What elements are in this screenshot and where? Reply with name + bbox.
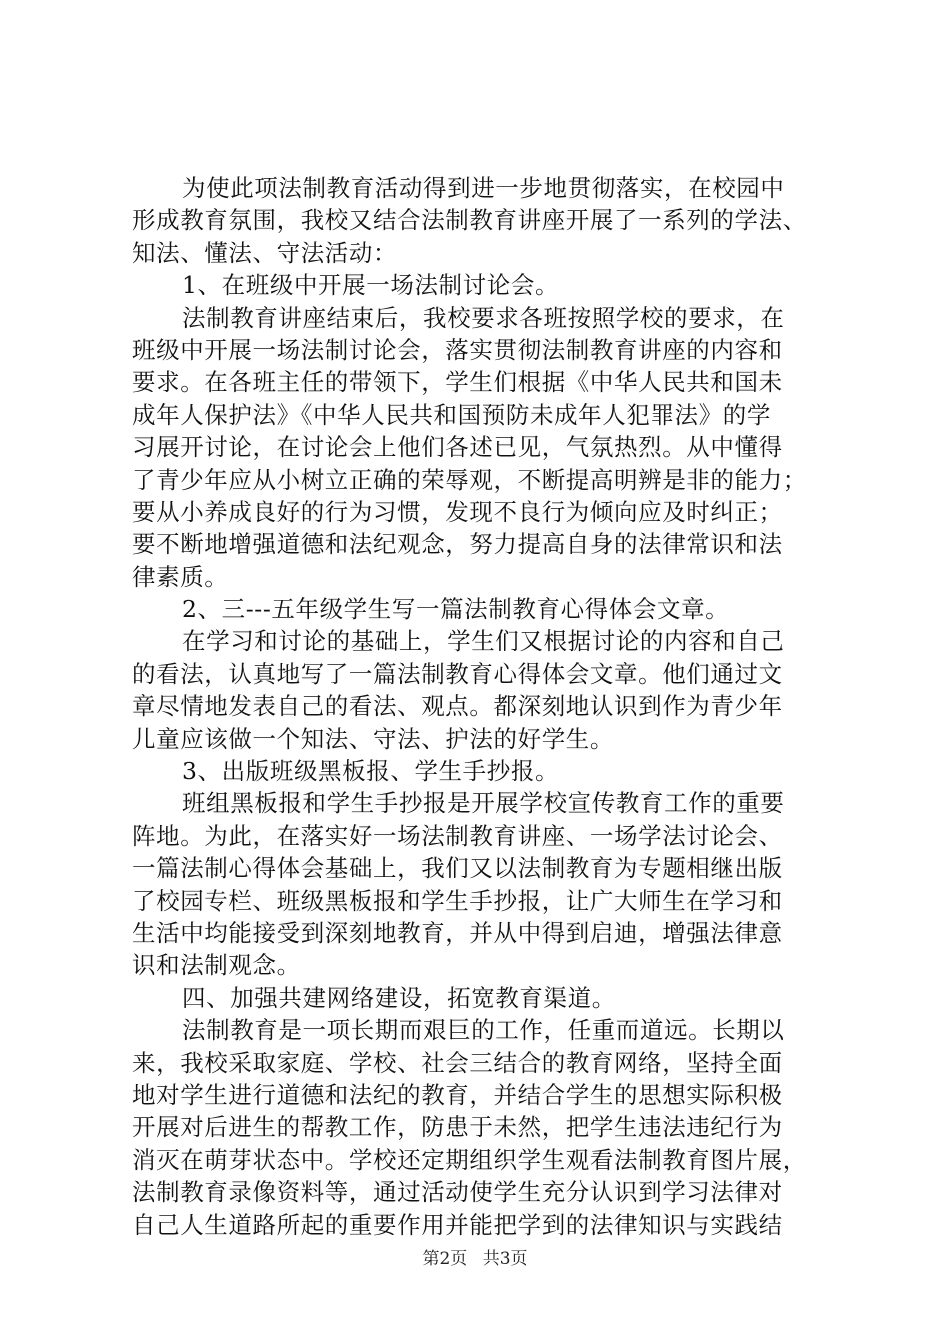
text-line: 一篇法制心得体会基础上，我们又以法制教育为专题相继出版 [132,854,783,883]
text-line: 生活中均能接受到深刻地教育，并从中得到启迪，增强法律意 [132,918,783,947]
text-line: 要不断地增强道德和法纪观念，努力提高自身的法律常识和法 [132,530,783,559]
text-line: 为使此项法制教育活动得到进一步地贯彻落实，在校园中 [182,174,785,202]
text-line: 阵地。为此，在落实好一场法制教育讲座、一场学法讨论会、 [132,821,783,850]
text-line: 法制教育是一项长期而艰巨的工作，任重而道远。长期以 [182,1016,785,1045]
text-line: 识和法制观念。 [132,951,301,980]
text-line: 地对学生进行道德和法纪的教育，并结合学生的思想实际积极 [132,1080,783,1109]
page-total: 共3页 [482,1249,528,1269]
document-body [132,172,832,1241]
text-line: 消灭在萌芽状态中。学校还定期组织学生观看法制教育图片展， [132,1145,807,1174]
text-line: 习展开讨论，在讨论会上他们各述已见，气氛热烈。从中懂得 [132,433,783,462]
text-line: 知法、懂法、守法活动： [132,238,398,267]
text-line: 形成教育氛围，我校又结合法制教育讲座开展了一系列的学法、 [132,206,807,235]
page-footer [0,1244,950,1269]
page-number: 第2页 [422,1249,468,1269]
section-heading: 2、三---五年级学生写一篇法制教育心得体会文章。 [182,595,730,624]
section-heading: 1、在班级中开展一场法制讨论会。 [182,271,560,300]
text-line: 来，我校采取家庭、学校、社会三结合的教育网络，坚持全面 [132,1048,783,1077]
text-line: 律素质。 [132,562,229,591]
text-line: 的看法，认真地写了一篇法制教育心得体会文章。他们通过文 [132,659,783,688]
section-heading: 3、出版班级黑板报、学生手抄报。 [182,757,560,786]
text-line: 要从小养成良好的行为习惯，发现不良行为倾向应及时纠正； [132,497,783,526]
text-line: 成年人保护法》《中华人民共和国预防未成年人犯罪法》的学 [132,400,771,429]
text-line: 儿童应该做一个知法、守法、护法的好学生。 [132,724,614,753]
text-line: 法制教育讲座结束后，我校要求各班按照学校的要求，在 [182,303,785,332]
text-line: 章尽情地发表自己的看法、观点。都深刻地认识到作为青少年 [132,692,783,721]
text-line: 开展对后进生的帮教工作，防患于未然，把学生违法违纪行为 [132,1113,783,1142]
text-line: 在学习和讨论的基础上，学生们又根据讨论的内容和自己 [182,627,785,656]
text-line: 了青少年应从小树立正确的荣辱观，不断提高明辨是非的能力； [132,465,807,494]
text-line: 班级中开展一场法制讨论会，落实贯彻法制教育讲座的内容和 [132,335,783,364]
text-line: 了校园专栏、班级黑板报和学生手抄报，让广大师生在学习和 [132,886,783,915]
text-line: 要求。在各班主任的带领下，学生们根据《中华人民共和国未 [132,368,783,397]
section-heading: 四、加强共建网络建设，拓宽教育渠道。 [182,983,616,1012]
text-line: 法制教育录像资料等，通过活动使学生充分认识到学习法律对 [132,1178,783,1207]
text-line: 自己人生道路所起的重要作用并能把学到的法律知识与实践结 [132,1210,783,1239]
text-line: 班组黑板报和学生手抄报是开展学校宣传教育工作的重要 [182,789,785,818]
